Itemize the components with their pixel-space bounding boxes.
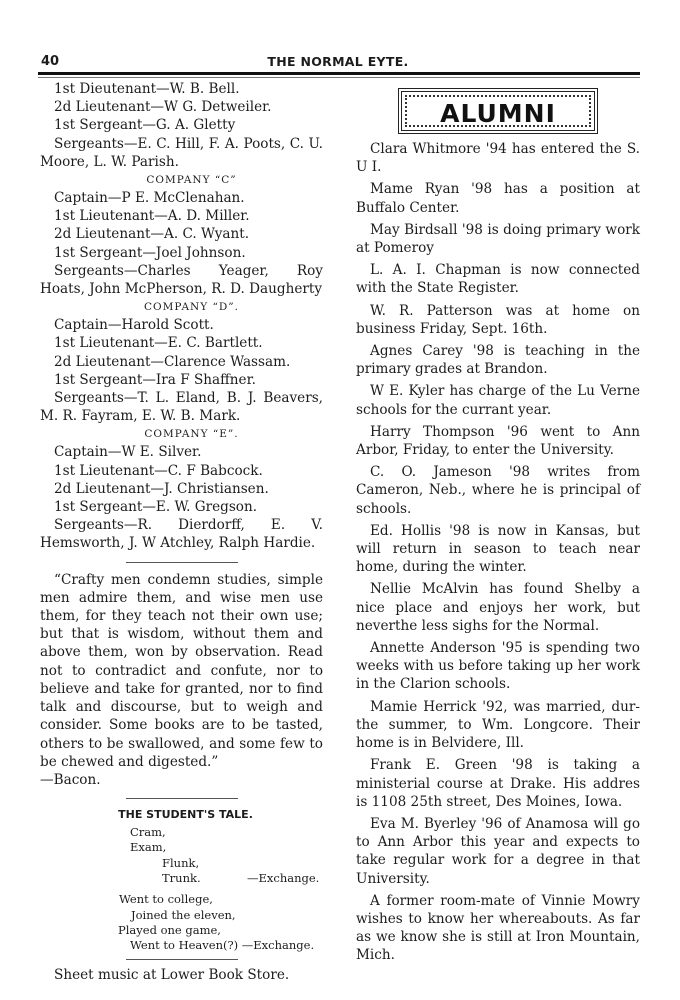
alumni-note: A former room-mate of Vinnie Mowry wishes to know her whereabouts. As far as we know she is still at Iron Mountain, Mich. — [356, 892, 640, 964]
company-heading: COMPANY “E”. — [144, 428, 239, 441]
right-column — [356, 80, 640, 969]
roster-line: 1st Dieutenant—W. B. Bell. — [54, 81, 240, 97]
poem-line-with-credit — [40, 871, 323, 886]
running-title: THE NORMAL EYTE. — [267, 54, 409, 69]
roster-line: Sergeants—R. Dierdorff, E. V. Hemsworth, J. W Atchley, Ralph Hardie. — [40, 517, 323, 552]
header-rule-thin — [38, 77, 640, 78]
roster-line: 2d Lieutenant—Clarence Wassam. — [54, 353, 291, 370]
poem-line: Went to Heaven(?) — [130, 938, 239, 953]
roster-line: Sergeants—T. L. Eland, B. J. Beavers, M. R. Fayram, E. W. B. Mark. — [40, 390, 323, 425]
bacon-quote — [40, 571, 323, 789]
alumni-note: Annette Anderson '95 is spending two weeks with us before taking up her work in the Clarion schools. — [356, 640, 640, 693]
roster-line: Captain—P E. McClenahan. — [54, 190, 245, 207]
roster-line: Sergeants—Charles Yeager, Roy Hoats, John McPherson, R. D. Daugherty — [40, 262, 323, 298]
roster-line: 2d Lieutenant—J. Christiansen. — [54, 480, 269, 497]
poem-line: Played one game, — [118, 922, 221, 937]
alumni-note: Harry Thompson '96 went to Ann Arbor, Friday, to enter the University. — [356, 423, 640, 459]
roster-line: 2d Lieutenant—A. C. Wyant. — [54, 226, 250, 243]
company-heading: COMPANY “D”. — [143, 301, 240, 314]
alumni-note: L. A. I. Chapman is now connected with the State Register. — [356, 262, 640, 297]
alumni-notes — [356, 140, 640, 965]
alumni-banner — [398, 88, 598, 134]
sheet-music-notice: Sheet music at Lower Book Store. — [54, 967, 290, 984]
poem-line: Went to college, — [119, 892, 213, 907]
roster-top — [40, 80, 323, 171]
page-header — [36, 54, 640, 74]
alumni-note: Ed. Hollis '98 is now in Kansas, but will return in season to teach near home, during the winter. — [356, 522, 640, 576]
page-number: 40 — [41, 54, 60, 69]
roster-line: 1st Sergeant—Ira F Shaffner. — [54, 371, 256, 388]
alumni-note: Mame Ryan '98 has a position at Buffalo Center. — [356, 181, 640, 216]
poem-stanza-1 — [40, 825, 323, 886]
roster-line: Captain—Harold Scott. — [54, 317, 214, 334]
company-e — [40, 425, 323, 552]
poem-line: Trunk. — [162, 871, 201, 885]
alumni-note: May Birdsall '98 is doing primary work at Pomeroy — [356, 221, 640, 257]
poem-stanza-2 — [40, 892, 323, 953]
poem-credit: —Exchange. — [247, 871, 320, 885]
alumni-note: Clara Whitmore '94 has entered the S. U I. — [356, 141, 640, 176]
poem-title: THE STUDENT'S TALE. — [118, 808, 253, 822]
roster-line: 1st Sergeant—G. A. Gletty — [54, 117, 236, 134]
poem-credit: —Exchange. — [241, 938, 315, 953]
section-divider — [126, 562, 238, 563]
header-rule-thick — [38, 72, 640, 75]
poem — [40, 807, 323, 953]
company-heading: COMPANY “C” — [146, 174, 237, 187]
poem-line: Exam, — [130, 840, 167, 855]
alumni-note: Nellie McAlvin has found Shelby a nice place and enjoys her work, but neverthe less sighs for the Normal. — [356, 581, 640, 634]
alumni-note: Agnes Carey '98 is teaching in the primary grades at Brandon. — [356, 343, 640, 378]
left-column — [40, 80, 323, 985]
quote-text: “Crafty men condemn studies, simple men admire them, and wise men use them, for they teach not their own use; but that is wisdom, without them and above them, won by observation. Read not to contradict and confute, nor to believe and take for granted, nor to find talk and discourse, but to weigh and consider. Some books are to be tasted, others to be swallowed, and some few to be chewed and digested.” — [40, 571, 323, 770]
alumni-note: C. O. Jameson '98 writes from Cameron, Neb., where he is principal of schools. — [356, 464, 640, 517]
alumni-note: W. R. Patterson was at home on business Friday, Sept. 16th. — [356, 302, 640, 337]
section-divider — [126, 959, 238, 960]
roster-line: 2d Lieutenant—W G. Detweiler. — [54, 99, 272, 116]
roster-line: 1st Sergeant—Joel Johnson. — [54, 244, 246, 261]
poem-line: Cram, — [130, 825, 166, 840]
roster-line: 1st Lieutenant—E. C. Bartlett. — [54, 335, 263, 352]
company-d — [40, 298, 323, 425]
roster-line: 1st Lieutenant—C. F Babcock. — [54, 462, 263, 479]
company-c — [40, 171, 323, 298]
alumni-note: W E. Kyler has charge of the Lu Verne schools for the currant year. — [356, 383, 640, 418]
alumni-note: Mamie Herrick '92, was married, dur- the summer, to Wm. Longcore. Their home is in Belvidere, Ill. — [356, 698, 640, 752]
quote-attribution: —Bacon. — [40, 771, 101, 788]
poem-line: Joined the eleven, — [131, 907, 236, 922]
poem-line-with-credit — [40, 938, 323, 953]
section-divider — [126, 798, 238, 799]
roster-line: 1st Sergeant—E. W. Gregson. — [54, 499, 258, 516]
alumni-note: Frank E. Green '98 is taking a ministerial course at Drake. His addres is 1108 25th street, Des Moines, Iowa. — [356, 757, 640, 810]
roster-line: Sergeants—E. C. Hill, F. A. Poots, C. U. Moore, L. W. Parish. — [40, 135, 323, 170]
alumni-note: Eva M. Byerley '96 of Anamosa will go to Ann Arbor this year and expects to take regular work for a degree in that University. — [356, 815, 640, 887]
roster-line: Captain—W E. Silver. — [54, 444, 202, 461]
poem-line: Flunk, — [162, 855, 200, 870]
roster-line: 1st Lieutenant—A. D. Miller. — [54, 208, 250, 225]
alumni-banner-title: ALUMNI — [440, 99, 556, 128]
